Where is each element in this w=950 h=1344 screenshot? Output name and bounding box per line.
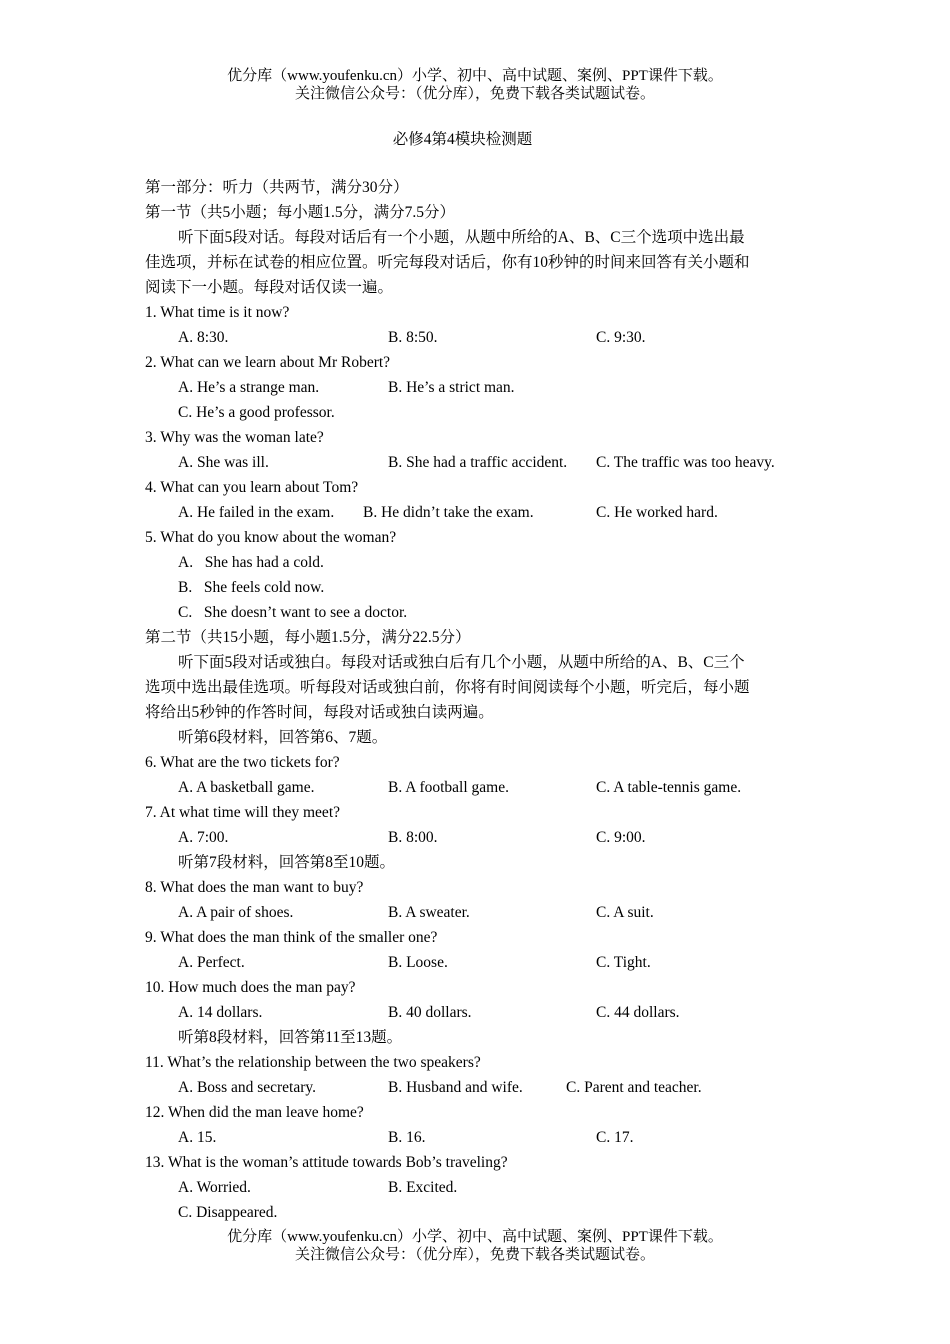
option-b: B. Loose. bbox=[388, 954, 448, 971]
option-b: B. She feels cold now. bbox=[178, 579, 325, 596]
question-stem: 13. What is the woman’s attitude towards Bob’s traveling? bbox=[145, 1154, 508, 1171]
instruction-line: 听下面5段对话。每段对话后有一个小题，从题中所给的A、B、C三个选项中选出最 bbox=[178, 229, 745, 246]
question-stem: 5. What do you know about the woman? bbox=[145, 529, 397, 546]
option-b: B. He’s a strict man. bbox=[388, 379, 515, 396]
material-note: 听第6段材料，回答第6、7题。 bbox=[178, 729, 388, 746]
option-c: C. He worked hard. bbox=[596, 504, 718, 521]
question-stem: 2. What can we learn about Mr Robert? bbox=[145, 354, 391, 371]
option-c: C. A table-tennis game. bbox=[596, 779, 742, 796]
option-row bbox=[145, 950, 810, 975]
option-row bbox=[145, 1000, 810, 1025]
option-row bbox=[145, 1175, 810, 1200]
option-c: C. The traffic was too heavy. bbox=[596, 454, 775, 471]
question-stem: 3. Why was the woman late? bbox=[145, 429, 324, 446]
option-c: C. Disappeared. bbox=[178, 1204, 278, 1221]
instruction-line: 将给出5秒钟的作答时间，每段对话或独白读两遍。 bbox=[145, 704, 494, 721]
question-stem: 4. What can you learn about Tom? bbox=[145, 479, 359, 496]
option-row bbox=[145, 1075, 810, 1100]
option-row bbox=[145, 600, 810, 625]
option-a: A. She has had a cold. bbox=[178, 554, 324, 571]
option-row bbox=[145, 325, 810, 350]
option-c: C. 9:00. bbox=[596, 829, 646, 846]
option-c: C. 9:30. bbox=[596, 329, 646, 346]
material-note: 听第7段材料，回答第8至10题。 bbox=[178, 854, 396, 871]
instruction-line: 阅读下一小题。每段对话仅读一遍。 bbox=[145, 279, 394, 296]
option-a: A. Boss and secretary. bbox=[178, 1079, 317, 1096]
option-b: B. Husband and wife. bbox=[388, 1079, 523, 1096]
option-c: C. Parent and teacher. bbox=[566, 1079, 702, 1096]
option-c: C. She doesn’t want to see a doctor. bbox=[178, 604, 408, 621]
option-b: B. A sweater. bbox=[388, 904, 470, 921]
option-row bbox=[145, 1125, 810, 1150]
section-2-heading: 第二节（共15小题，每小题1.5分，满分22.5分） bbox=[145, 629, 471, 646]
option-b: B. A football game. bbox=[388, 779, 509, 796]
option-a: A. A basketball game. bbox=[178, 779, 315, 796]
page-header bbox=[0, 67, 950, 103]
option-a: A. 14 dollars. bbox=[178, 1004, 263, 1021]
option-row bbox=[145, 550, 810, 575]
question-stem: 8. What does the man want to buy? bbox=[145, 879, 364, 896]
option-b: B. 40 dollars. bbox=[388, 1004, 472, 1021]
option-row bbox=[145, 575, 810, 600]
option-a: A. 8:30. bbox=[178, 329, 229, 346]
question-stem: 1. What time is it now? bbox=[145, 304, 290, 321]
option-b: B. He didn’t take the exam. bbox=[363, 504, 534, 521]
option-c: C. Tight. bbox=[596, 954, 651, 971]
page-footer bbox=[0, 1228, 950, 1264]
instruction-line: 佳选项，并标在试卷的相应位置。听完每段对话后，你有10秒钟的时间来回答有关小题和 bbox=[145, 254, 750, 271]
question-stem: 10. How much does the man pay? bbox=[145, 979, 356, 996]
option-row bbox=[145, 900, 810, 925]
option-c: C. 17. bbox=[596, 1129, 634, 1146]
option-a: A. He’s a strange man. bbox=[178, 379, 320, 396]
option-c: C. He’s a good professor. bbox=[178, 404, 335, 421]
option-a: A. 15. bbox=[178, 1129, 217, 1146]
option-row bbox=[145, 400, 810, 425]
section-1-instructions bbox=[145, 225, 810, 300]
option-c: C. A suit. bbox=[596, 904, 654, 921]
instruction-line: 听下面5段对话或独白。每段对话或独白后有几个小题，从题中所给的A、B、C三个 bbox=[178, 654, 745, 671]
header-line-2: 关注微信公众号：（优分库），免费下载各类试题试卷。 bbox=[294, 86, 655, 102]
option-row bbox=[145, 450, 810, 475]
option-b: B. Excited. bbox=[388, 1179, 458, 1196]
footer-line-2: 关注微信公众号：（优分库），免费下载各类试题试卷。 bbox=[294, 1247, 655, 1263]
option-c: C. 44 dollars. bbox=[596, 1004, 680, 1021]
option-a: A. Worried. bbox=[178, 1179, 251, 1196]
question-stem: 6. What are the two tickets for? bbox=[145, 754, 340, 771]
footer-line-1: 优分库（www.youfenku.cn）小学、初中、高中试题、案例、PPT课件下载。 bbox=[227, 1229, 723, 1245]
material-note: 听第8段材料，回答第11至13题。 bbox=[178, 1029, 403, 1046]
question-stem: 9. What does the man think of the smaller one? bbox=[145, 929, 438, 946]
option-a: A. She was ill. bbox=[178, 454, 269, 471]
part-heading: 第一部分：听力（共两节，满分30分） bbox=[145, 179, 409, 196]
option-row bbox=[145, 375, 810, 400]
document-title: 必修4第4模块检测题 bbox=[392, 131, 533, 148]
document-body bbox=[145, 175, 810, 1225]
option-row bbox=[145, 1200, 810, 1225]
section-2-instructions bbox=[145, 650, 810, 725]
option-row bbox=[145, 825, 810, 850]
question-stem: 11. What’s the relationship between the two speakers? bbox=[145, 1054, 481, 1071]
question-stem: 12. When did the man leave home? bbox=[145, 1104, 364, 1121]
option-a: A. Perfect. bbox=[178, 954, 245, 971]
header-line-1: 优分库（www.youfenku.cn）小学、初中、高中试题、案例、PPT课件下载。 bbox=[227, 68, 723, 84]
option-a: A. 7:00. bbox=[178, 829, 229, 846]
option-row bbox=[145, 775, 810, 800]
option-b: B. 8:00. bbox=[388, 829, 438, 846]
option-a: A. He failed in the exam. bbox=[178, 504, 335, 521]
option-a: A. A pair of shoes. bbox=[178, 904, 294, 921]
section-1-heading: 第一节（共5小题；每小题1.5分，满分7.5分） bbox=[145, 204, 456, 221]
question-stem: 7. At what time will they meet? bbox=[145, 804, 340, 821]
option-row bbox=[145, 500, 810, 525]
option-b: B. She had a traffic accident. bbox=[388, 454, 568, 471]
option-b: B. 16. bbox=[388, 1129, 426, 1146]
instruction-line: 选项中选出最佳选项。听每段对话或独白前，你将有时间阅读每个小题，听完后，每小题 bbox=[145, 679, 750, 696]
option-b: B. 8:50. bbox=[388, 329, 438, 346]
